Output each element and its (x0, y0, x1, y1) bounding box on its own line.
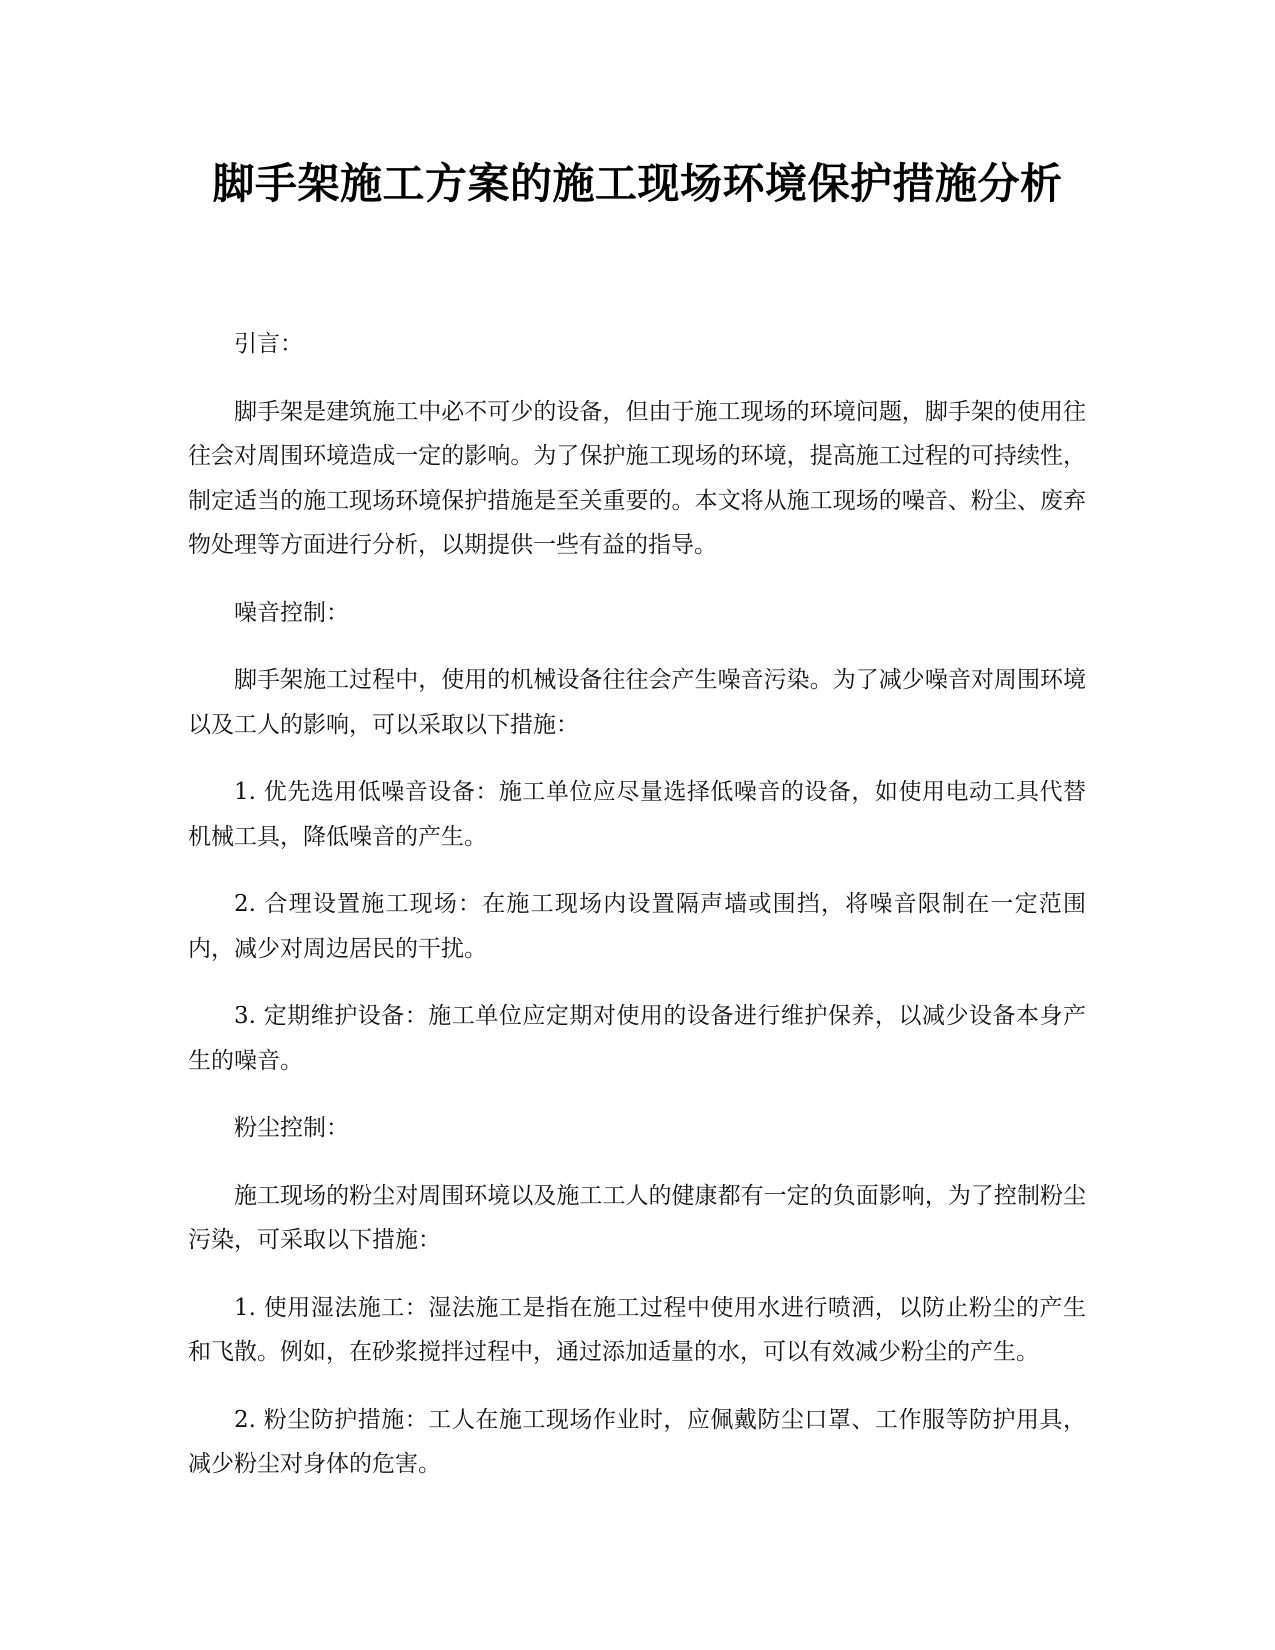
paragraph-noise: 脚手架施工过程中，使用的机械设备往往会产生噪音污染。为了减少噪音对周围环境以及工人的影响，可以采取以下措施： (188, 667, 1086, 738)
paragraph-dust: 施工现场的粉尘对周围环境以及施工工人的健康都有一定的负面影响，为了控制粉尘污染，可采取以下措施： (188, 1182, 1086, 1253)
paragraph-intro: 脚手架是建筑施工中必不可少的设备，但由于施工现场的环境问题，脚手架的使用往往会对周围环境造成一定的影响。为了保护施工现场的环境，提高施工过程的可持续性，制定适当的施工现场环境保护措施是至关重要的。本文将从施工现场的噪音、粉尘、废弃物处理等方面进行分析，以期提供一些有益的指导。 (188, 398, 1086, 558)
list-item-noise-2: 2. 合理设置施工现场：在施工现场内设置隔声墙或围挡，将噪音限制在一定范围内，减少对周边居民的干扰。 (188, 891, 1086, 962)
section-heading-dust: 粉尘控制： (234, 1115, 349, 1141)
list-item-dust-1: 1. 使用湿法施工：湿法施工是指在施工过程中使用水进行喷洒，以防止粉尘的产生和飞散。例如，在砂浆搅拌过程中，通过添加适量的水，可以有效减少粉尘的产生。 (188, 1294, 1086, 1365)
document-body (188, 322, 1086, 1510)
list-item-noise-1: 1. 优先选用低噪音设备：施工单位应尽量选择低噪音的设备，如使用电动工具代替机械工具，降低噪音的产生。 (188, 779, 1086, 850)
list-item-dust-2: 2. 粉尘防护措施：工人在施工现场作业时，应佩戴防尘口罩、工作服等防护用具，减少粉尘对身体的危害。 (188, 1406, 1086, 1477)
list-item-noise-3: 3. 定期维护设备：施工单位应定期对使用的设备进行维护保养，以减少设备本身产生的噪音。 (188, 1003, 1086, 1074)
document-title: 脚手架施工方案的施工现场环境保护措施分析 (212, 159, 1063, 208)
section-heading-noise: 噪音控制： (234, 599, 349, 626)
section-heading-intro: 引言： (234, 331, 303, 357)
